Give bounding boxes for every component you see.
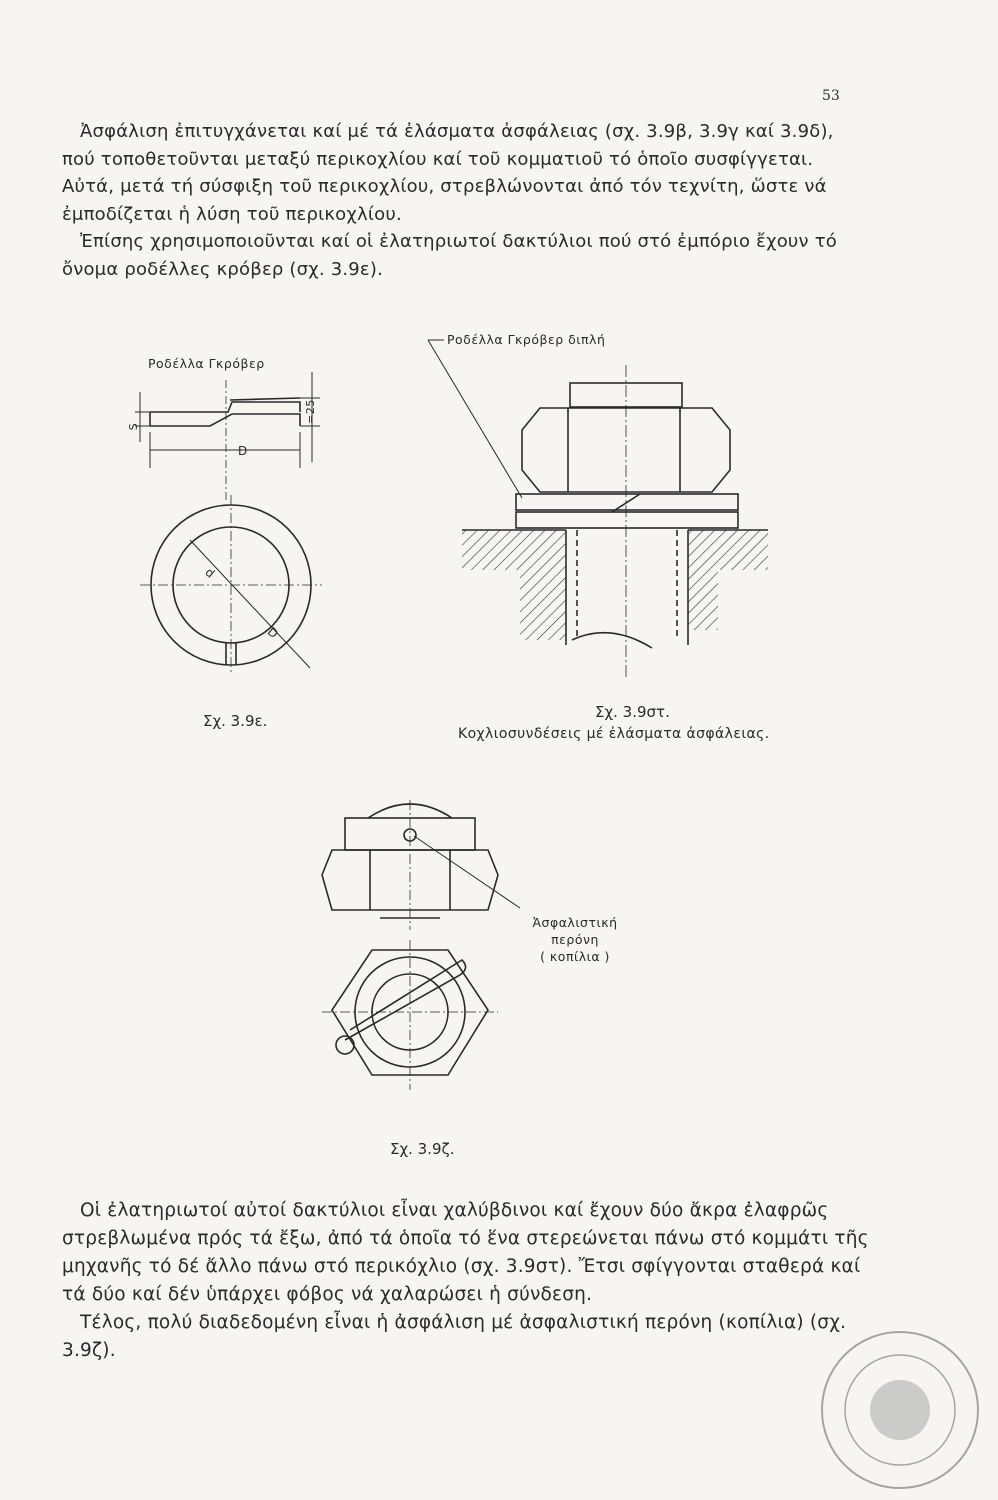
closing-paragraph-2: Τέλος, πολύ διαδεδομένη εἶναι ἡ ἀσφάλιση μέ ἀσφαλιστική περόνη (κοπίλια) (σχ. 3.9ζ). [62,1312,847,1361]
fig-z-label-line-3: ( κοπίλια ) [540,949,610,964]
intro-paragraph-1: Ἀσφάλιση ἐπιτυγχάνεται καί μέ τά ἐλάσματα ἀσφάλειας (σχ. 3.9β, 3.9γ καί 3.9δ), πού τοποθετοῦνται μεταξύ περικοχλίου καί τοῦ κομματιοῦ τό ὁποῖο συσφίγγεται. Αὐτά, μετά τή σύσφιξη τοῦ περικοχλίου, στρεβλώνονται ἀπό τόν τεχνίτη, ὥστε νά ἐμποδίζεται ἡ λύση τοῦ περικοχλίου. [62,121,834,225]
fig-e-caption: Σχ. 3.9ε. [203,712,268,730]
castle-nut-side-view [322,800,520,930]
fig-e-dim-d: d [202,565,218,581]
fig-z-label [520,914,630,965]
grover-washer-top-view [140,495,322,675]
grover-washer-side-view [135,372,320,500]
closing-paragraph-1: Οἱ ἐλατηριωτοί αὐτοί δακτύλιοι εἶναι χαλύβδινοι καί ἔχουν δύο ἄκρα ἐλαφρῶς στρεβλωμένα πρός τά ἔξω, ἀπό τά ὁποῖα τό ἕνα στερεώνεται πάνω στό κομμάτι τῆς μηχανῆς τό δέ ἄλλο πάνω στό περικόχλιο (σχ. 3.9στ). Ἔτσι σφίγγονται σταθερά καί τά δύο καί δέν ὑπάρχει φόβος νά χαλαρώσει ἡ σύνδεση. [62,1200,869,1305]
closing-text [62,1197,882,1365]
base-hatching [462,530,768,640]
fig-e-dim-thickness: =25 [303,399,317,424]
fig-e-title: Ροδέλλα Γκρόβερ [148,356,265,371]
fig-st-label: Ροδέλλα Γκρόβερ διπλή [447,332,606,347]
fig-z-label-line-1: Ἀσφαλιστική [532,915,618,930]
fig-e-dim-D2: D [264,624,282,642]
page-number: 53 [822,88,840,104]
fig-z-caption: Σχ. 3.9ζ. [390,1140,455,1158]
fig-st-caption: Σχ. 3.9στ. [595,703,670,721]
fig-e-dim-D: D [238,444,248,458]
castle-nut-top-view [322,940,498,1090]
intro-paragraph-2: Ἐπίσης χρησιμοποιοῦνται καί οἱ ἐλατηριωτοί δακτύλιοι πού στό ἐμπόριο ἔχουν τό ὄνομα ροδέλλες κρόβερ (σχ. 3.9ε). [62,231,837,280]
fig-st-subcaption: Κοχλιοσυνδέσεις μέ ἐλάσματα ἀσφάλειας. [458,726,770,742]
fig-e-dim-s: S [127,422,141,431]
fig-z-label-line-2: περόνη [551,932,599,947]
